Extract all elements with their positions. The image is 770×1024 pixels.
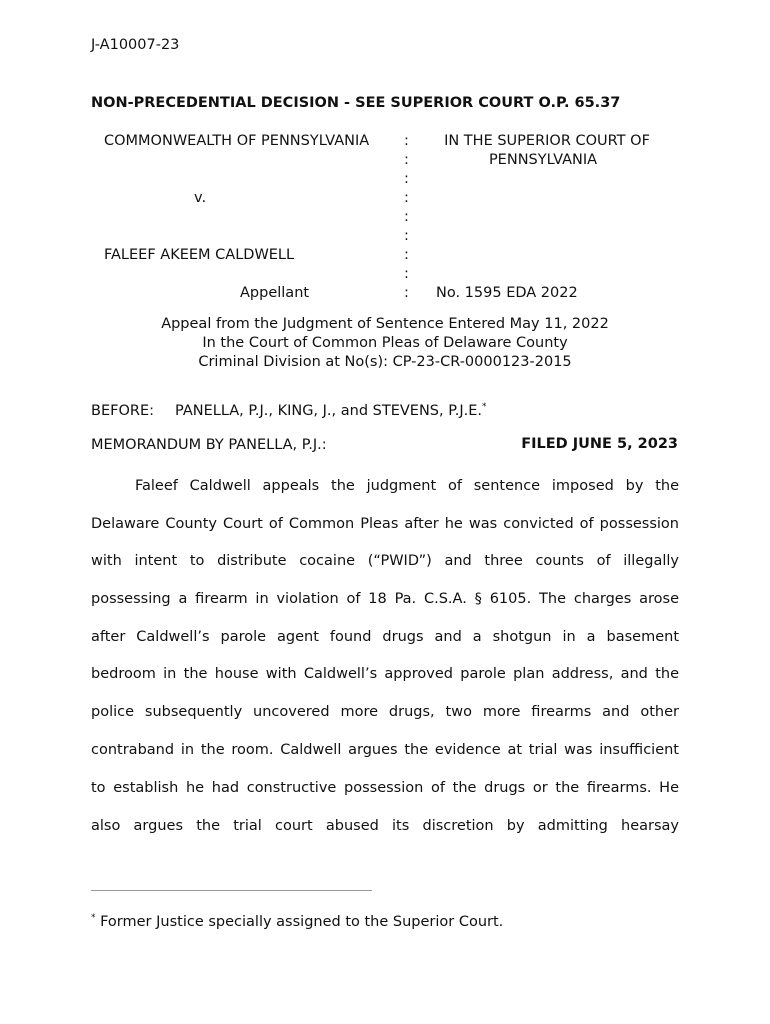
caption-colon: : <box>404 247 409 263</box>
body-line: also argues the trial court abused its discretion by admitting hearsay <box>91 818 679 834</box>
court-name-line2: PENNSYLVANIA <box>488 152 598 168</box>
caption-colon: : <box>404 133 409 149</box>
case-number: No. 1595 EDA 2022 <box>436 285 578 301</box>
panel-judges-text: PANELLA, P.J., KING, J., and STEVENS, P.J.E. <box>175 403 482 419</box>
footnote-mark: * <box>91 913 96 924</box>
caption-colon: : <box>404 266 409 282</box>
before-label: BEFORE: <box>91 403 154 419</box>
caption-colon: : <box>404 171 409 187</box>
footnote-text: Former Justice specially assigned to the Superior Court. <box>95 914 504 930</box>
caption-colon: : <box>404 190 409 206</box>
appeal-line: Appeal from the Judgment of Sentence Entered May 11, 2022 <box>161 316 609 332</box>
caption-colon: : <box>404 285 409 301</box>
body-line: to establish he had constructive possession of the drugs or the firearms. He <box>91 780 679 796</box>
body-line: Faleef Caldwell appeals the judgment of sentence imposed by the <box>135 478 679 494</box>
body-line: after Caldwell’s parole agent found drugs and a shotgun in a basement <box>91 629 679 645</box>
body-line: Delaware County Court of Common Pleas after he was convicted of possession <box>91 516 679 532</box>
footnote-ref: * <box>481 402 487 413</box>
body-line: contraband in the room. Caldwell argues the evidence at trial was insufficient <box>91 742 679 758</box>
panel-judges <box>175 403 486 419</box>
footnote <box>91 914 503 930</box>
non-precedential-notice: NON-PRECEDENTIAL DECISION - SEE SUPERIOR COURT O.P. 65.37 <box>91 95 621 111</box>
caption-colon: : <box>404 228 409 244</box>
caption-colon: : <box>404 209 409 225</box>
caption-colon: : <box>404 152 409 168</box>
appeal-line: In the Court of Common Pleas of Delaware County <box>202 335 568 351</box>
appellant-role: Appellant <box>240 285 310 301</box>
memorandum-author: MEMORANDUM BY PANELLA, P.J.: <box>91 437 327 453</box>
plaintiff-name: COMMONWEALTH OF PENNSYLVANIA <box>104 133 370 149</box>
body-line: possessing a firearm in violation of 18 Pa. C.S.A. § 6105. The charges arose <box>91 591 679 607</box>
filed-date: FILED JUNE 5, 2023 <box>521 436 678 452</box>
versus-label: v. <box>194 190 207 206</box>
docket-id: J-A10007-23 <box>91 37 180 53</box>
footnote-divider <box>91 890 372 891</box>
body-line: with intent to distribute cocaine (“PWID”) and three counts of illegally <box>91 553 679 569</box>
court-name-line1: IN THE SUPERIOR COURT OF <box>444 133 650 149</box>
appeal-info <box>90 315 680 372</box>
appeal-line: Criminal Division at No(s): CP-23-CR-0000123-2015 <box>198 354 572 370</box>
body-line: bedroom in the house with Caldwell’s approved parole plan address, and the <box>91 666 679 682</box>
defendant-name: FALEEF AKEEM CALDWELL <box>104 247 295 263</box>
body-line: police subsequently uncovered more drugs, two more firearms and other <box>91 704 679 720</box>
